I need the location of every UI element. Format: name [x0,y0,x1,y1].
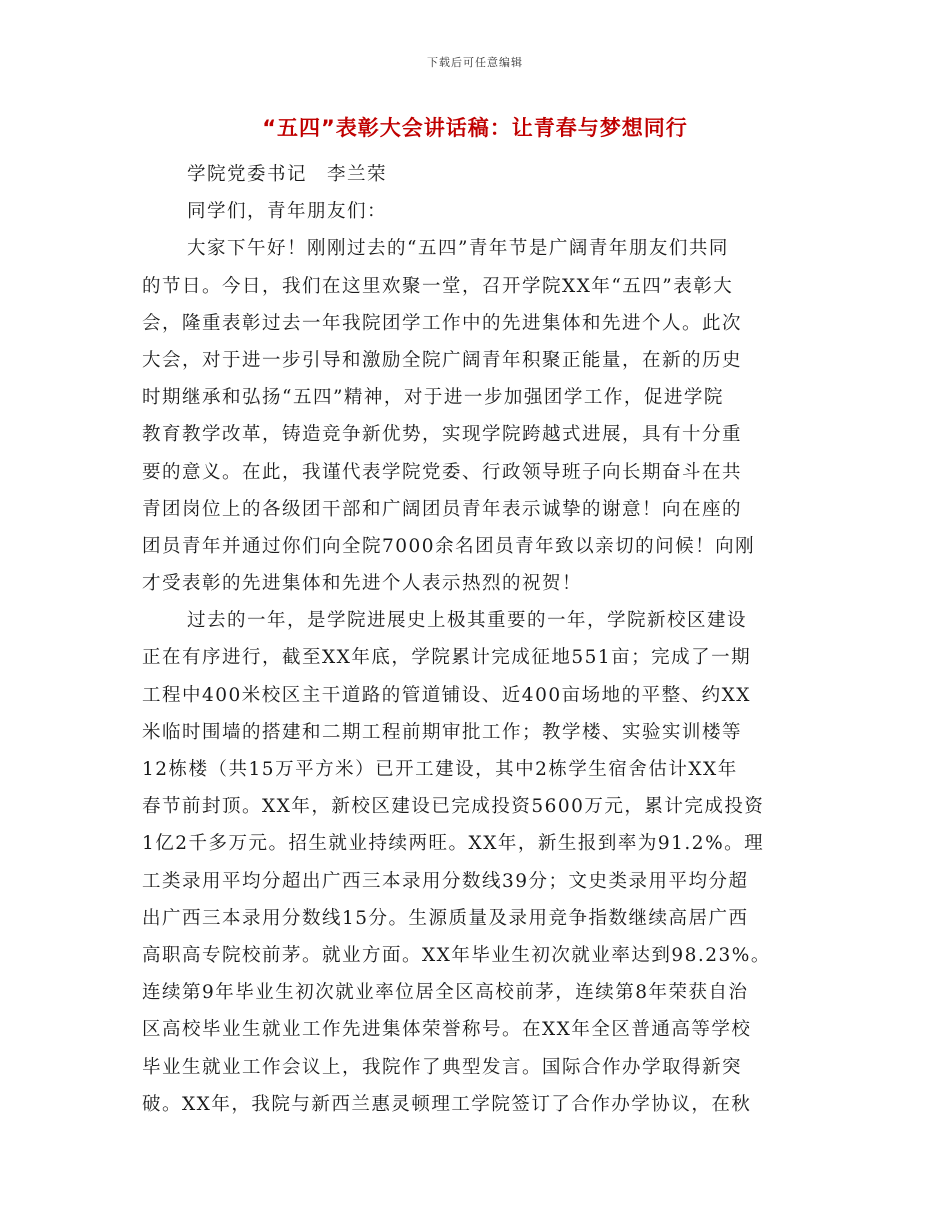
paragraph-line: 才受表彰的先进集体和先进个人表示热烈的祝贺！ [142,573,583,595]
paragraph-line: 连续第9年毕业生初次就业率位居全区高校前茅，连续第8年荣获自治 [142,982,749,1004]
paragraph-line: 要的意义。在此，我谨代表学院党委、行政领导班子向长期奋斗在共 [142,461,743,483]
header-note: 下载后可任意编辑 [427,56,523,69]
paragraph-line: 1亿2千多万元。招生就业持续两旺。XX年，新生报到率为91.2%。理 [142,833,765,855]
paragraph-line: 大家下午好！刚刚过去的“五四”青年节是广阔青年朋友们共同 [187,238,729,260]
paragraph-line: 团员青年并通过你们向全院7000余名团员青年致以亲切的问候！向刚 [142,535,756,557]
paragraph-line: 高职高专院校前茅。就业方面。XX年毕业生初次就业率达到98.23%。 [142,944,771,966]
paragraph-line: 工类录用平均分超出广西三本录用分数线39分；文史类录用平均分超 [142,870,749,892]
paragraph-line: 米临时围墙的搭建和二期工程前期审批工作；教学楼、实验实训楼等 [142,721,743,743]
document-body [142,156,810,1123]
paragraph-line: 出广西三本录用分数线15分。生源质量及录用竞争指数继续高居广西 [142,907,749,929]
paragraph-line: 青团岗位上的各级团干部和广阔团员青年表示诚挚的谢意！向在座的 [142,498,743,520]
paragraph-line: 的节日。今日，我们在这里欢聚一堂，召开学院XX年“五四”表彰大 [142,275,734,297]
paragraph-1 [142,230,810,602]
paragraph-line: 时期继承和弘扬“五四”精神，对于进一步加强团学工作，促进学院 [142,387,724,409]
paragraph-line: 大会，对于进一步引导和激励全院广阔青年积聚正能量，在新的历史 [142,349,743,371]
paragraph-line: 12栋楼（共15万平方米）已开工建设，其中2栋学生宿舍估计XX年 [142,759,738,780]
paragraph-line: 教育教学改革，铸造竞争新优势，实现学院跨越式进展，具有十分重 [142,424,743,446]
paragraph-line: 会，隆重表彰过去一年我院团学工作中的先进集体和先进个人。此次 [142,312,743,334]
paragraph-line: 毕业生就业工作会议上，我院作了典型发言。国际合作办学取得新突 [142,1056,743,1078]
paragraph-line: 过去的一年，是学院进展史上极其重要的一年，学院新校区建设 [187,610,748,632]
greeting-line: 同学们，青年朋友们： [187,201,388,223]
author-line: 学院党委书记 李兰荣 [187,164,388,185]
paragraph-line: 区高校毕业生就业工作先进集体荣誉称号。在XX年全区普通高等学校 [142,1019,752,1041]
paragraph-line: 破。XX年，我院与新西兰惠灵顿理工学院签订了合作办学协议，在秋 [142,1093,752,1115]
paragraph-2 [142,602,810,1123]
paragraph-line: 春节前封顶。XX年，新校区建设已完成投资5600万元，累计完成投资 [142,796,765,818]
paragraph-line: 工程中400米校区主干道路的管道铺设、近400亩场地的平整、约XX [142,684,751,706]
paragraph-line: 正在有序进行，截至XX年底，学院累计完成征地551亩；完成了一期 [142,647,752,669]
document-title: “五四”表彰大会讲话稿：让青春与梦想同行 [262,116,688,140]
